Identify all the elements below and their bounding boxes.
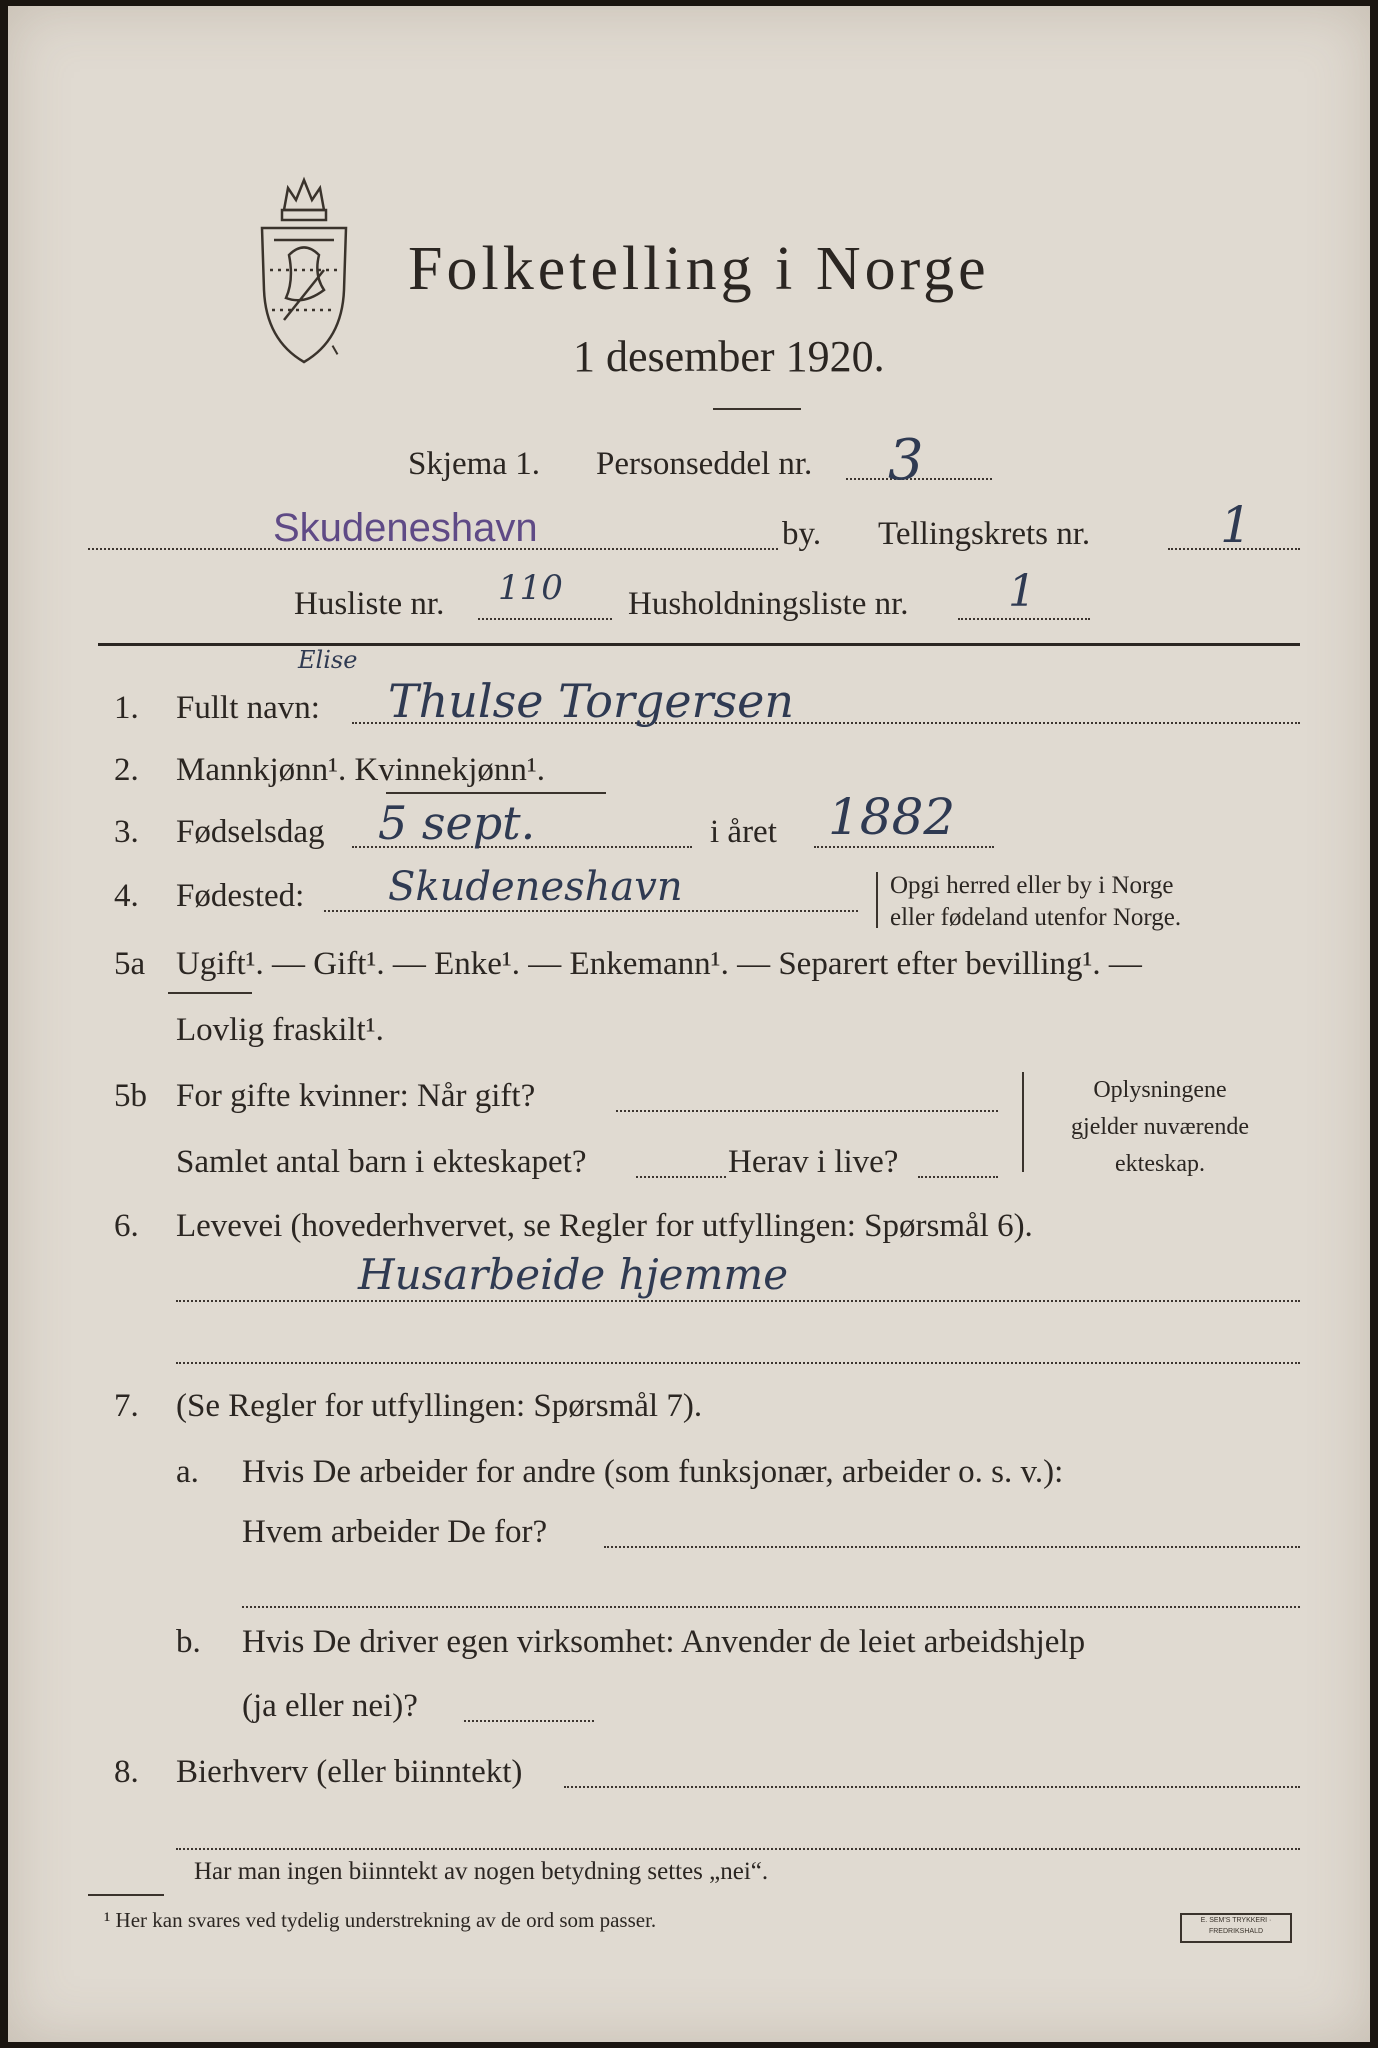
header-separator xyxy=(98,643,1300,646)
q5a-line2: Lovlig fraskilt¹. xyxy=(176,1012,384,1048)
q2-underline xyxy=(386,792,606,794)
q6-line1 xyxy=(176,1300,1300,1302)
q7a-line1: Hvis De arbeider for andre (som funksjonær, arbeider o. s. v.): xyxy=(242,1454,1064,1490)
q1-number: 1. xyxy=(114,690,139,726)
q4-line xyxy=(324,910,858,912)
q7a-line2-field xyxy=(242,1606,1300,1608)
q5b-note-line2: gjelder nuværende xyxy=(1071,1114,1249,1140)
q5b-alive-line xyxy=(918,1176,998,1178)
by-stamp: Skudeneshavn xyxy=(273,506,538,550)
q3-year-label: i året xyxy=(710,814,777,850)
q6-line2 xyxy=(176,1362,1300,1364)
q7-label: (Se Regler for utfyllingen: Spørsmål 7). xyxy=(176,1388,703,1424)
q5a-underline xyxy=(168,992,252,994)
q8-note: Har man ingen biinntekt av nogen betydning settes „nei“. xyxy=(194,1858,769,1885)
q5b-line2b: Herav i live? xyxy=(728,1144,899,1180)
q1-value: Thulse Torgersen xyxy=(388,674,795,728)
tellingskrets-label: Tellingskrets nr. xyxy=(878,516,1091,552)
form-title: Folketelling i Norge xyxy=(408,235,990,303)
q3-number: 3. xyxy=(114,814,139,850)
q5b-note-line1: Oplysningene xyxy=(1093,1077,1227,1103)
husholdning-label: Husholdningsliste nr. xyxy=(628,586,909,622)
footnote-rule xyxy=(88,1894,164,1896)
q4-number: 4. xyxy=(114,878,139,914)
q5b-note-line3: ekteskap. xyxy=(1115,1151,1205,1177)
q6-label: Levevei (hovederhvervet, se Regler for utfyllingen: Spørsmål 6). xyxy=(176,1208,1033,1244)
q5b-line2a: Samlet antal barn i ekteskapet? xyxy=(176,1144,587,1180)
husholdning-line xyxy=(958,618,1090,620)
q7b-line2: (ja eller nei)? xyxy=(242,1688,418,1724)
tellingskrets-value: 1 xyxy=(1220,496,1252,554)
husliste-value: 110 xyxy=(498,568,563,608)
census-form-page xyxy=(8,6,1370,2042)
q1-label: Fullt navn: xyxy=(176,690,320,726)
q2-number: 2. xyxy=(114,752,139,788)
q7b-line xyxy=(464,1720,594,1722)
q5b-married-line xyxy=(616,1110,998,1112)
q3-day: 5 sept. xyxy=(378,796,536,850)
q5b-line1: For gifte kvinner: Når gift? xyxy=(176,1078,536,1114)
q8-line2 xyxy=(176,1848,1300,1850)
q1-value-above: Elise xyxy=(298,646,358,674)
husholdning-value: 1 xyxy=(1008,566,1036,617)
q7b-line1: Hvis De driver egen virksomhet: Anvender de leiet arbeidshjelp xyxy=(242,1624,1086,1660)
q5b-number: 5b xyxy=(114,1078,147,1114)
printer-mark: E. SEM'S TRYKKERI · FREDRIKSHALD xyxy=(1180,1913,1292,1943)
q8-number: 8. xyxy=(114,1754,139,1790)
husliste-line xyxy=(478,618,612,620)
personseddel-label: Personseddel nr. xyxy=(596,446,813,482)
q2-label: Mannkjønn¹. Kvinnekjønn¹. xyxy=(176,752,546,788)
q5a-line1: Ugift¹. — Gift¹. — Enke¹. — Enkemann¹. — Separert efter bevilling¹. — xyxy=(176,946,1142,982)
skjema-label: Skjema 1. xyxy=(408,446,540,482)
q7b-number: b. xyxy=(176,1624,201,1660)
q8-label: Bierhverv (eller biinntekt) xyxy=(176,1754,523,1790)
q6-value: Husarbeide hjemme xyxy=(358,1250,789,1299)
form-date: 1 desember 1920. xyxy=(573,332,885,381)
personseddel-value: 3 xyxy=(888,428,924,493)
q7a-line2: Hvem arbeider De for? xyxy=(242,1514,548,1550)
q4-note-line1: Opgi herred eller by i Norge xyxy=(890,872,1174,899)
q3-label: Fødselsdag xyxy=(176,814,325,850)
title-divider xyxy=(713,408,801,410)
q3-year-line xyxy=(814,846,994,848)
footnote: ¹ Her kan svares ved tydelig understrekning av de ord som passer. xyxy=(104,1908,657,1932)
q4-note-line2: eller fødeland utenfor Norge. xyxy=(890,904,1182,931)
q5b-children-line xyxy=(636,1176,726,1178)
q5b-brace xyxy=(1022,1072,1024,1172)
q3-year: 1882 xyxy=(828,788,956,846)
q8-line1 xyxy=(564,1786,1300,1788)
q4-value: Skudeneshavn xyxy=(388,864,683,910)
coat-of-arms-icon xyxy=(244,170,364,370)
q6-number: 6. xyxy=(114,1208,139,1244)
q5b-note xyxy=(1030,1072,1290,1183)
q7-number: 7. xyxy=(114,1388,139,1424)
q7a-number: a. xyxy=(176,1454,199,1490)
q4-brace xyxy=(876,872,878,928)
by-label: by. xyxy=(782,516,822,552)
q5a-number: 5a xyxy=(114,946,146,982)
husliste-label: Husliste nr. xyxy=(294,586,445,622)
q7a-line xyxy=(604,1546,1300,1548)
q4-label: Fødested: xyxy=(176,878,305,914)
